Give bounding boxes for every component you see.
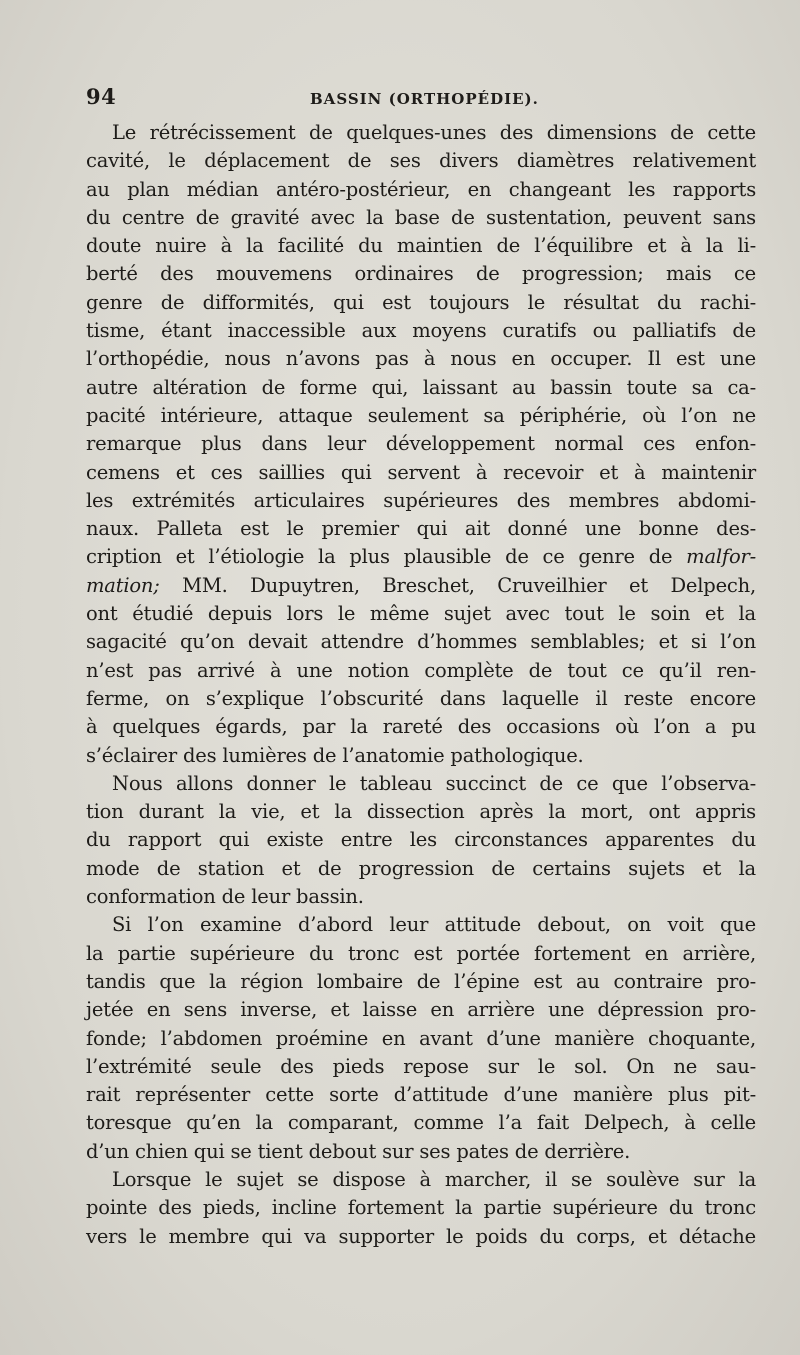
text-line: cavité, le déplacement de ses divers diamètres relativement — [86, 149, 756, 173]
text-line: les extrémités articulaires supérieures des membres abdomi- — [86, 488, 756, 512]
text-line: ont étudié depuis lors le même sujet avec tout le soin et la — [86, 602, 756, 626]
text-line: naux. Palleta est le premier qui ait donné une bonne des- — [86, 517, 756, 541]
text-line: tion durant la vie, et la dissection après la mort, ont appris — [86, 800, 756, 824]
text-line: autre altération de forme qui, laissant au bassin toute sa ca- — [86, 375, 756, 399]
text-line: jetée en sens inverse, et laisse en arrière une dépression pro- — [86, 998, 756, 1022]
text-line: cemens et ces saillies qui servent à recevoir et à maintenir — [86, 460, 756, 484]
text-line: sagacité qu’on devait attendre d’hommes semblables; et si l’on — [86, 630, 756, 654]
text-line: ferme, on s’explique l’obscurité dans laquelle il reste encore — [86, 686, 756, 710]
text-line: remarque plus dans leur développement normal ces enfon- — [86, 432, 756, 456]
text-line: Lorsque le sujet se dispose à marcher, il se soulève sur la — [112, 1167, 756, 1191]
text-line: mation; MM. Dupuytren, Breschet, Cruveilhier et Delpech, — [86, 573, 756, 597]
text-line: berté des mouvemens ordinaires de progression; mais ce — [86, 262, 756, 286]
text-line: n’est pas arrivé à une notion complète de tout ce qu’il ren- — [86, 658, 756, 682]
text-line: conformation de leur bassin. — [86, 885, 364, 909]
text-line: Le rétrécissement de quelques-unes des dimensions de cette — [112, 121, 756, 144]
text-line: Nous allons donner le tableau succinct de ce que l’observa- — [112, 771, 756, 795]
text-line: mode de station et de progression de certains sujets et la — [86, 856, 756, 880]
page-header — [86, 84, 756, 114]
running-title: BASSIN (ORTHOPÉDIE). — [310, 90, 539, 108]
text-line: d’un chien qui se tient debout sur ses pates de derrière. — [86, 1139, 631, 1163]
page-number: 94 — [86, 84, 117, 109]
text-line: l’extrémité seule des pieds repose sur le sol. On ne sau- — [86, 1054, 756, 1078]
text-line: pointe des pieds, incline fortement la partie supérieure du tronc — [86, 1196, 756, 1220]
text-line: Si l’on examine d’abord leur attitude debout, on voit que — [112, 913, 756, 937]
body-text — [86, 119, 756, 1251]
text-line: genre de difformités, qui est toujours le résultat du rachi- — [86, 290, 756, 314]
text-line: fonde; l’abdomen proémine en avant d’une manière choquante, — [86, 1026, 756, 1050]
text-line: la partie supérieure du tronc est portée fortement en arrière, — [86, 941, 756, 965]
text-line: vers le membre qui va supporter le poids du corps, et détache — [86, 1224, 756, 1248]
text-line: à quelques égards, par la rareté des occasions où l’on a pu — [86, 715, 756, 739]
text-line: au plan médian antéro-postérieur, en changeant les rapports — [86, 177, 756, 201]
text-line: du centre de gravité avec la base de sustentation, peuvent sans — [86, 205, 756, 229]
text-line: l’orthopédie, nous n’avons pas à nous en occuper. Il est une — [86, 347, 756, 371]
text-line: tandis que la région lombaire de l’épine est au contraire pro- — [86, 969, 756, 993]
text-line: doute nuire à la facilité du maintien de l’équilibre et à la li- — [86, 234, 756, 258]
text-line: toresque qu’en la comparant, comme l’a fait Delpech, à celle — [86, 1111, 756, 1135]
text-line: pacité intérieure, attaque seulement sa périphérie, où l’on ne — [86, 403, 756, 427]
text-line: tisme, étant inaccessible aux moyens curatifs ou palliatifs de — [86, 319, 756, 343]
text-line: du rapport qui existe entre les circonstances apparentes du — [86, 828, 756, 852]
text-line: rait représenter cette sorte d’attitude d’une manière plus pit- — [86, 1083, 756, 1107]
text-line: s’éclairer des lumières de l’anatomie pathologique. — [86, 743, 584, 767]
text-line: cription et l’étiologie la plus plausible de ce genre de malfor- — [86, 545, 756, 569]
